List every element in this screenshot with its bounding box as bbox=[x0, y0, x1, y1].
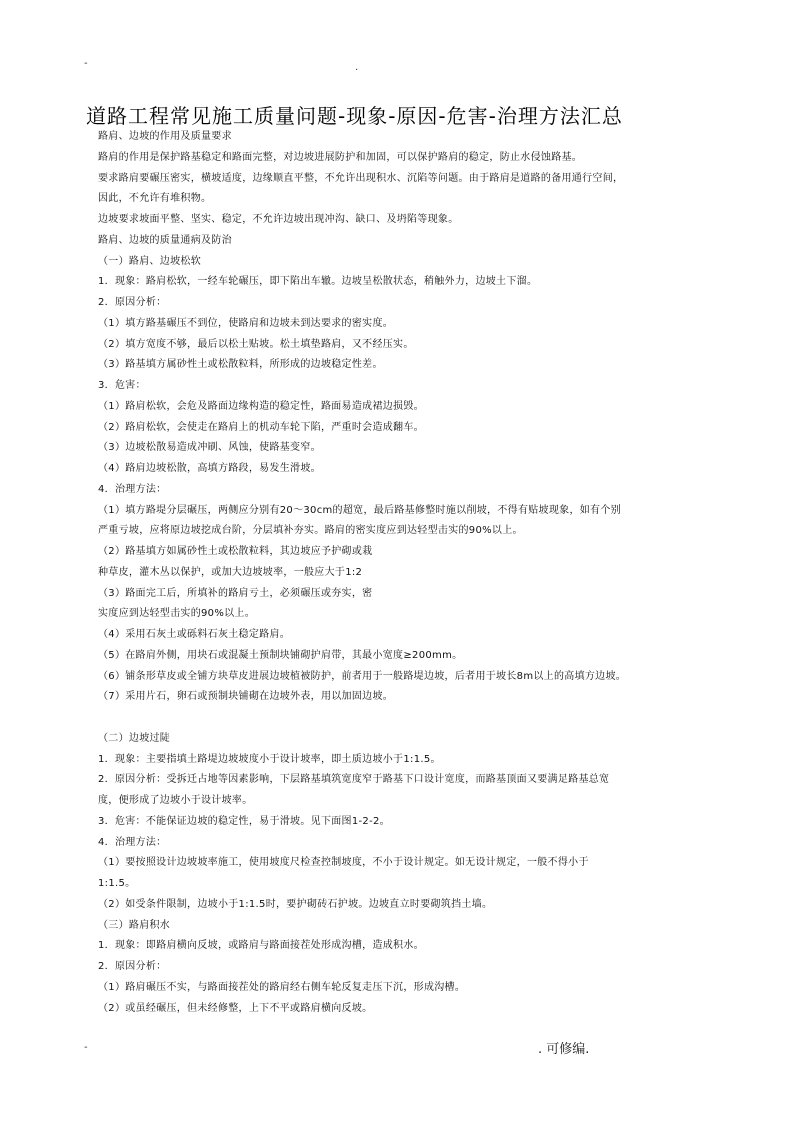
text-line: （1）路肩松软，会危及路面边缘构造的稳定性，路面易造成裙边损毁。 bbox=[98, 400, 424, 412]
text-line: （1）填方路基碾压不到位，使路肩和边坡未到达要求的密实度。 bbox=[98, 317, 394, 329]
text-line: 4．治理方法： bbox=[98, 836, 167, 848]
text-line: （3）路面完工后，所填补的路肩亏土，必须碾压或夯实，密 bbox=[98, 587, 373, 599]
text-line: （3）路基填方属砂性土或松散粒料，所形成的边坡稳定性差。 bbox=[98, 359, 383, 371]
text-line: （2）如受条件限制，边坡小于1:1.5时，要护砌砖石护坡。边坡直立时要砌筑挡土墙。 bbox=[98, 898, 493, 910]
text-line: （1）路肩碾压不实，与路面接茬处的路肩经右侧车轮反复走压下沉，形成沟槽。 bbox=[98, 981, 466, 993]
text-line: （2）填方宽度不够，最后以松土贴坡。松土填垫路肩，又不经压实。 bbox=[98, 338, 414, 350]
text-line: 3．危害：不能保证边坡的稳定性，易于滑坡。见下面图1-2-2。 bbox=[98, 815, 390, 827]
text-line: 2．原因分析： bbox=[98, 961, 167, 972]
text-line: 要求路肩要碾压密实，横坡适度，边缘顺直平整，不允许出现积水、沉陷等问题。由于路肩是道路的备用通行空间， bbox=[98, 172, 624, 184]
text-line: （4）路肩边坡松散，高填方路段，易发生滑坡。 bbox=[98, 463, 321, 474]
text-line: （2）路基填方如属砂性土或松散粒料，其边坡应予护砌或栽 bbox=[98, 546, 373, 557]
text-line: 路肩的作用是保护路基稳定和路面完整，对边坡进展防护和加固，可以保护路肩的稳定，防止水侵蚀路基。 bbox=[98, 151, 583, 163]
document-title: 道路工程常见施工质量问题-现象-原因-危害-治理方法汇总 bbox=[86, 104, 623, 128]
text-line: （2）路肩松软，会使走在路肩上的机动车轮下陷，严重时会造成翻车。 bbox=[98, 421, 424, 433]
text-line: （1）要按照设计边坡坡率施工，使用坡度尺检查控制坡度，不小于设计规定。如无设计规定，一般不得小于 bbox=[98, 857, 589, 869]
text-line: （1）填方路堤分层碾压，两侧应分别有20～30cm的超宽，最后路基修整时施以削坡，不得有贴坡现象，如有个别 bbox=[98, 504, 621, 516]
text-line: 2．原因分析：受拆迁占地等因素影响，下层路基填筑宽度窄于路基下口设计宽度，而路基顶面又要满足路基总宽 bbox=[98, 774, 610, 786]
text-line: 路肩、边坡的质量通病及防治 bbox=[98, 234, 232, 246]
text-line: （4）采用石灰土或砾料石灰土稳定路肩。 bbox=[98, 629, 291, 640]
text-line: 种草皮，灌木丛以保护，或加大边坡坡率，一般应大于1:2 bbox=[98, 566, 363, 578]
text-line: 因此，不允许有堆积物。 bbox=[98, 193, 212, 205]
text-line: 边坡要求坡面平整、坚实、稳定，不允许边坡出现冲沟、缺口、及坍陷等现象。 bbox=[98, 214, 459, 225]
footer-editable-note: . 可修编. bbox=[538, 1042, 590, 1057]
text-line: 实度应到达轻型击实的90%以上。 bbox=[98, 608, 256, 620]
text-line: （6）铺条形草皮或全铺方块草皮进展边坡植被防护，前者用于一般路堤边坡，后者用于坡长8m以上的高填方边坡。 bbox=[98, 670, 627, 682]
text-line: （二）边坡过陡 bbox=[98, 732, 171, 744]
text-line: 1．现象：即路肩横向反坡，或路肩与路面接茬处形成沟槽，造成积水。 bbox=[98, 940, 424, 952]
text-line: 1:1.5。 bbox=[98, 878, 136, 889]
text-line: （3）边坡松散易造成冲刷、风蚀，使路基变窄。 bbox=[98, 442, 321, 454]
text-line: （三）路肩积水 bbox=[98, 919, 171, 931]
corner-mark-bottom-left: - bbox=[84, 1042, 88, 1053]
text-line: （5）在路肩外侧，用块石或混凝土预制块铺砌护肩带，其最小宽度≥200mm。 bbox=[98, 649, 463, 661]
text-line: （2）或虽经碾压，但未经修整，上下不平或路肩横向反坡。 bbox=[98, 1002, 373, 1014]
text-line: 1．现象：路肩松软，一经车轮碾压，即下陷出车辙。边坡呈松散状态，稍触外力，边坡土下溜。 bbox=[98, 276, 538, 288]
document-body bbox=[98, 130, 718, 1022]
text-line: 1．现象：主要指填土路堤边坡坡度小于设计坡率，即土质边坡小于1:1.5。 bbox=[98, 753, 441, 765]
text-line: （一）路肩、边坡松软 bbox=[98, 255, 201, 267]
text-line: 路肩、边坡的作用及质量要求 bbox=[98, 131, 232, 142]
text-line: 2．原因分析： bbox=[98, 297, 167, 308]
text-line: （7）采用片石，卵石或预制块铺砌在边坡外表，用以加固边坡。 bbox=[98, 691, 394, 703]
blank-line bbox=[98, 711, 718, 732]
text-line: 4．治理方法： bbox=[98, 483, 167, 495]
text-line: 度，便形成了边坡小于设计坡率。 bbox=[98, 795, 253, 806]
text-line: 3．危害： bbox=[98, 380, 146, 391]
corner-mark-top-right: . bbox=[355, 62, 359, 73]
text-line: 严重亏坡，应将原边坡挖成台阶，分层填补夯实。路肩的密实度应到达轻型击实的90%以上。 bbox=[98, 525, 523, 537]
corner-mark-top-left: - bbox=[84, 58, 88, 69]
